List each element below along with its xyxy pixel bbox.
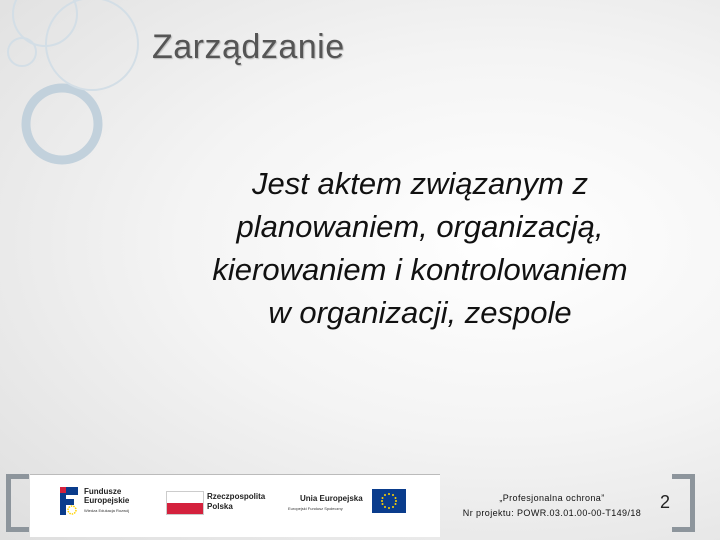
left-bracket-decoration: [6, 474, 29, 532]
rzeczpospolita-line1: Rzeczpospolita: [207, 492, 266, 501]
decor-circle-top: [13, 0, 77, 46]
right-bracket-decoration: [672, 474, 695, 532]
fundusze-line2: Europejskie: [84, 496, 130, 505]
page-number: 2: [660, 492, 671, 512]
slide-title: Zarządzanie: [152, 28, 345, 66]
project-name: „Profesjonalna ochrona”: [499, 493, 605, 503]
decorative-circles: [0, 0, 160, 200]
rzeczpospolita-line2: Polska: [207, 502, 233, 511]
decor-circle-small: [8, 38, 36, 66]
slide-body: [140, 162, 700, 334]
body-line: w organizacji, zespole: [268, 295, 572, 330]
eu-flag-icon: [372, 489, 406, 513]
unia-subtitle: Europejski Fundusz Społeczny: [288, 506, 343, 511]
project-number: Nr projektu: POWR.03.01.00-00-T149/18: [462, 508, 642, 518]
decor-circle-large: [26, 88, 98, 160]
decor-circle-mid: [46, 0, 138, 90]
funding-logo-strip: [30, 474, 440, 537]
fundusze-subtitle: Wiedza Edukacja Rozwój: [84, 508, 130, 513]
body-line: Jest aktem związanym z: [252, 166, 588, 201]
fundusze-europejskie-logo-icon: [58, 483, 80, 517]
fundusze-line1: Fundusze: [84, 487, 122, 496]
body-line: kierowaniem i kontrolowaniem: [212, 252, 628, 287]
body-line: planowaniem, organizacją,: [236, 209, 604, 244]
unia-label: Unia Europejska: [300, 494, 363, 503]
polish-flag-icon: [166, 491, 204, 515]
